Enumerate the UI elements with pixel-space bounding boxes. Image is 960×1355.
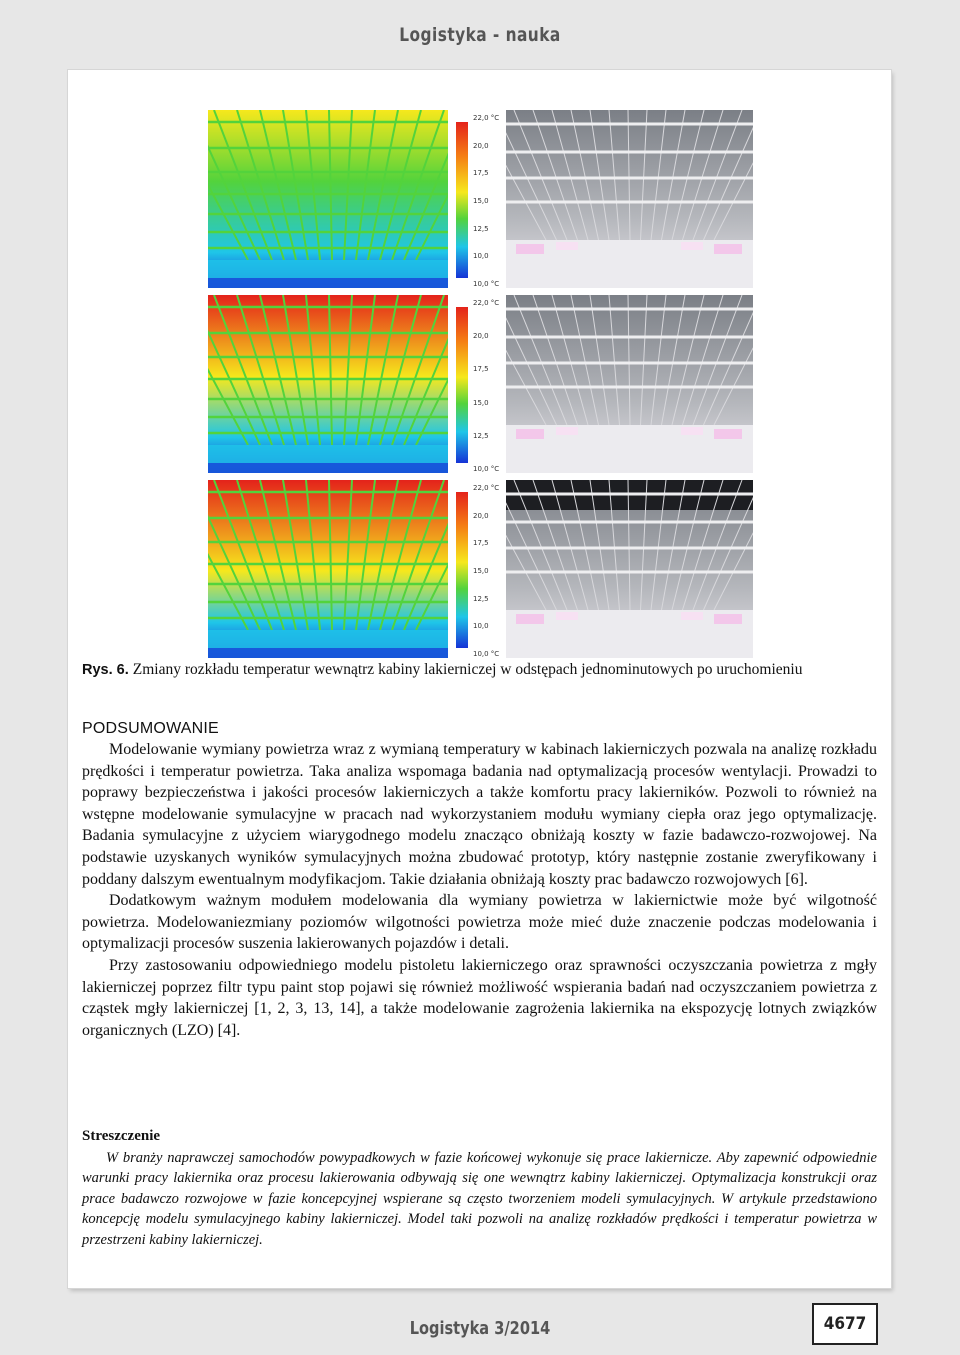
scale-tick-label: 12,5 (473, 431, 489, 440)
scale-tick-label: 15,0 (473, 197, 489, 205)
booth-photo-2 (506, 295, 753, 473)
scale-tick-label: 20,0 (473, 332, 489, 341)
figure-rys-6 (208, 110, 753, 658)
scale-tick-label: 20,0 (473, 141, 489, 150)
thermal-ceiling-render (208, 480, 448, 658)
thermal-image-1 (208, 110, 448, 288)
scale-tick-label: 22,0 °C (473, 299, 500, 307)
booth-interior-render (506, 295, 753, 473)
thermal-image-2 (208, 295, 448, 473)
scale-tick-label: 17,5 (473, 539, 489, 548)
booth-photo-1 (506, 110, 753, 288)
booth-interior-render (506, 110, 753, 288)
scale-tick-label: 15,0 (473, 398, 489, 407)
scale-tick-label: 10,0 (473, 622, 489, 631)
abstract-heading: Streszczenie (82, 1128, 161, 1144)
thermal-ceiling-render (208, 110, 448, 288)
scale-tick-label: 22,0 °C (473, 114, 500, 122)
page-number: 4677 (812, 1303, 878, 1345)
temperature-scale-2 (453, 295, 505, 473)
section-heading: PODSUMOWANIE (82, 720, 219, 737)
header-title: Logistyka - nauka (399, 24, 561, 46)
temperature-colorbar (456, 122, 468, 278)
scale-tick-label: 15,0 (473, 567, 489, 575)
footer-journal: Logistyka 3/2014 (409, 1318, 551, 1339)
temperature-colorbar (456, 492, 468, 648)
booth-interior-render (506, 480, 753, 658)
scale-tick-label: 10,0 °C (473, 650, 500, 658)
figure-caption-text: Zmiany rozkładu temperatur wewnątrz kabiny lakierniczej w odstępach jednominutowych po uruchomieniu (132, 661, 803, 678)
scale-tick-label: 10,0 (473, 252, 489, 261)
figure-caption (82, 660, 877, 680)
temperature-colorbar (456, 307, 468, 463)
thermal-image-3 (208, 480, 448, 658)
paragraph: Przy zastosowaniu odpowiedniego modelu pistoletu lakierniczego oraz sprawności oczyszczania powietrza z mgły lakierniczej poprzez filtr typu paint stop pojawi się również możliwość wspierania badań nad oczyszczaniem powietrza z cząstek mgły lakierniczej [1, 2, 3, 13, 14], a także modelowanie zagrożenia lakiernika na ekspozycję lotnych związków organicznych (LZO) [4]. (82, 956, 877, 1039)
temperature-scale-1 (453, 110, 505, 288)
scale-tick-label: 17,5 (473, 169, 489, 178)
scale-tick-label: 20,0 (473, 511, 489, 520)
scale-tick-label: 10,0 °C (473, 280, 500, 288)
temperature-scale-3 (453, 480, 505, 658)
page-sheet (68, 70, 891, 1288)
scale-tick-label: 22,0 °C (473, 484, 500, 492)
booth-photo-3 (506, 480, 753, 658)
scale-tick-label: 17,5 (473, 365, 489, 374)
abstract (82, 1148, 877, 1250)
body-text (82, 739, 877, 1041)
paragraph: Dodatkowym ważnym modułem modelowania dla wymiany powietrza w lakiernictwie może być wilgotność powietrza. Modelowaniezmiany poziomów wilgotności powietrza może mieć duże znaczenie podczas modelowania i optymalizacji procesów suszenia lakierowanych pojazdów i detali. (82, 892, 877, 953)
thermal-ceiling-render (208, 295, 448, 473)
scale-tick-label: 12,5 (473, 594, 489, 603)
abstract-text: W branży naprawczej samochodów powypadkowych w fazie końcowej wykonuje się prace lakiernicze. Aby zapewnić odpowiednie warunki pracy lakiernika oraz procesu lakierowania odbywają się one wewnątrz kabiny lakierniczej. Optymalizacja konstrukcji oraz prace badawczo rozwojowe w fazie koncepcyjnej wspierane są często tworzeniem modeli symulacyjnych. W artykule przedstawiono koncepcję modelu symulacyjnego kabiny lakierniczej. Model taki pozwoli na analizę rozkładów prędkości i temperatur powietrza w przestrzeni kabiny lakierniczej. (82, 1150, 877, 1248)
scale-tick-label: 12,5 (473, 224, 489, 233)
figure-label: Rys. 6. (82, 662, 129, 678)
scale-tick-label: 10,0 °C (473, 465, 500, 473)
paragraph: Modelowanie wymiany powietrza wraz z wymianą temperatury w kabinach lakierniczych pozwala na analizę rozkładu prędkości i temperatur powietrza. Taka analiza wspomaga badania nad optymalizacją procesów wentylacji. Prowadzi to poprawy bezpieczeństwa i jakości procesów lakierniczych a także komfortu pracy lakierników. Pozwoli to również na wstępne modelowanie symulacyjne w pracach nad wykorzystaniem modułu wymiany ciepła oraz jego optymalizację. Badania symulacyjne z użyciem wiarygodnego modelu znacząco obniżają koszty w fazie badawczo-rozwojowej. Na podstawie uzyskanych wyników symulacyjnych można zbudować prototyp, który następnie zostanie zweryfikowany i poddany dalszym ewentualnym modyfikacjom. Takie działania obniżają koszty prac badawczo rozwojowych [6]. (82, 741, 877, 888)
